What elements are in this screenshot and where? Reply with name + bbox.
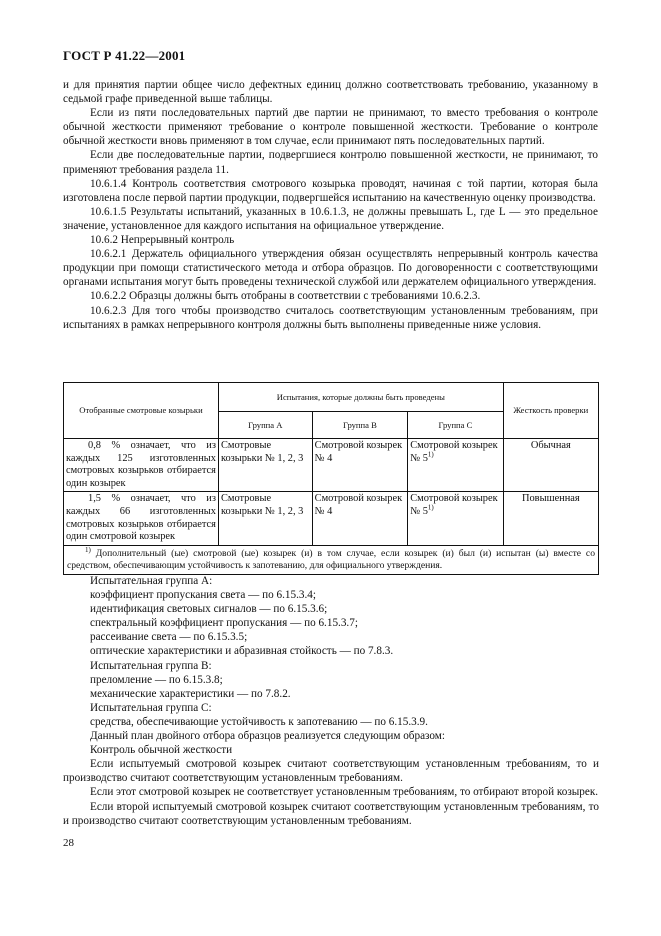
- list-line: Данный план двойного отбора образцов реализуется следующим образом:: [90, 730, 445, 743]
- list-line: коэффициент пропускания света — по 6.15.3.4;: [90, 589, 316, 602]
- list-line: Испытательная группа А:: [90, 575, 213, 587]
- cell-text: Смотровой козырек № 5: [410, 440, 498, 464]
- page-number: 28: [63, 837, 74, 849]
- body-text: [63, 78, 598, 332]
- list-line: оптические характеристики и абразивная стойкость — по 7.8.3.: [90, 645, 394, 658]
- cell-text: 1,5 % означает, что из каждых 66 изготовленных смотровых козырьков отбирается один смотровой козырек: [66, 493, 216, 543]
- column-header-tests: Испытания, которые должны быть проведены: [218, 383, 503, 412]
- column-header-group-c: Группа С: [408, 412, 504, 439]
- cell-text: Смотровой козырек № 5: [410, 493, 498, 517]
- cell-text: 0,8 % означает, что из каждых 125 изготовленных смотровых козырьков отбирается один козырек: [66, 440, 216, 489]
- cell-selected: [64, 492, 219, 545]
- column-header-rigor: Жесткость проверки: [503, 383, 598, 439]
- table-row: [64, 439, 599, 492]
- list-line: механические характеристики — по 7.8.2.: [90, 687, 291, 700]
- paragraph: Если из пяти последовательных партий две партии не принимают, то вместо требования о контроле обычной жесткости применяют требование о контроле повышенной жесткости. Требование о контроле обычной жесткости вновь применяют в том случае, если принимают пять последовательных партий.: [63, 107, 598, 148]
- standard-header: ГОСТ Р 41.22—2001: [63, 48, 186, 63]
- paragraph: 10.6.1.4 Контроль соответствия смотрового козырька проводят, начиная с той партии, которая была изготовлена после первой партии продукции, подвергшейся испытанию на качественную оценку производства.: [63, 177, 598, 204]
- test-groups-text: [63, 574, 599, 828]
- cell-group-b: Смотровой козырек № 4: [312, 439, 408, 492]
- list-line: Испытательная группа С:: [90, 701, 212, 714]
- paragraph: 10.6.2.1 Держатель официального утверждения обязан осуществлять непрерывный контроль качества продукции при помощи статистического метода и отбора образцов. По договоренности с соответствующими органами испытания могут быть проведены технической службой или держателем официального утверждения.: [63, 248, 598, 289]
- cell-rigor: Повышенная: [503, 492, 598, 545]
- list-line: идентификация световых сигналов — по 6.15.3.6;: [90, 603, 328, 616]
- column-header-selected: Отобранные смотровые козырьки: [64, 383, 219, 439]
- table-row: [64, 492, 599, 545]
- column-header-group-b: Группа В: [312, 412, 408, 439]
- cell-group-c: [408, 492, 504, 545]
- paragraph: 10.6.1.5 Результаты испытаний, указанных в 10.6.1.3, не должны превышать L, где L — это предельное значение, установленное для каждого испытания на официальное утверждение.: [63, 205, 598, 232]
- sampling-table: [63, 382, 599, 575]
- cell-selected: [64, 439, 219, 492]
- footnote-text: Дополнительный (ые) смотровой (ые) козырек (и) в том случае, если козырек (и) был (и) испытан (ы) вместе со средством, обеспечивающим устойчивость к запотеванию, для официального утверждения.: [67, 547, 595, 571]
- table-footnote: [64, 545, 599, 574]
- list-line: спектральный коэффициент пропускания — по 6.15.3.7;: [90, 617, 358, 630]
- paragraph: Если этот смотровой козырек не соответствует установленным требованиям, то отбирают второй козырек.: [90, 786, 599, 799]
- paragraph: Если две последовательные партии, подвергшиеся контролю повышенной жесткости, не принимают, то применяют требования раздела 11.: [63, 149, 598, 176]
- cell-group-a: Смотровые козырьки № 1, 2, 3: [218, 492, 312, 545]
- footnote-mark: 1): [85, 545, 91, 554]
- paragraph: Если испытуемый смотровой козырек считают соответствующим установленным требованиям, то и производство считают соответствующим установленным требованиям.: [63, 758, 599, 785]
- table-footnote-row: [64, 545, 599, 574]
- cell-group-a: Смотровые козырьки № 1, 2, 3: [218, 439, 312, 492]
- paragraph: 10.6.2.3 Для того чтобы производство считалось соответствующим установленным требованиям, при испытаниях в рамках непрерывного контроля должны быть выполнены приведенные ниже условия.: [63, 304, 598, 331]
- footnote-ref: 1): [427, 450, 434, 459]
- footnote-ref: 1): [427, 503, 434, 512]
- paragraph: и для принятия партии общее число дефектных единиц должно соответствовать требованию, указанному в седьмой графе приведенной выше таблицы.: [63, 79, 598, 106]
- list-line: преломление — по 6.15.3.8;: [90, 673, 223, 686]
- list-line: рассеивание света — по 6.15.3.5;: [90, 631, 248, 644]
- cell-rigor: Обычная: [503, 439, 598, 492]
- list-line: Контроль обычной жесткости: [90, 744, 233, 757]
- list-line: средства, обеспечивающие устойчивость к запотеванию — по 6.15.3.9.: [90, 715, 428, 728]
- paragraph: Если второй испытуемый смотровой козырек считают соответствующим установленным требованиям, то и производство считают соответствующим установленным требованиям.: [63, 800, 599, 827]
- section-heading: 10.6.2 Непрерывный контроль: [90, 234, 235, 247]
- cell-group-b: Смотровой козырек № 4: [312, 492, 408, 545]
- paragraph: 10.6.2.2 Образцы должны быть отобраны в соответствии с требованиями 10.6.2.3.: [90, 290, 481, 303]
- list-line: Испытательная группа В:: [90, 659, 212, 672]
- table-header-row: [64, 383, 599, 412]
- cell-group-c: [408, 439, 504, 492]
- column-header-group-a: Группа А: [218, 412, 312, 439]
